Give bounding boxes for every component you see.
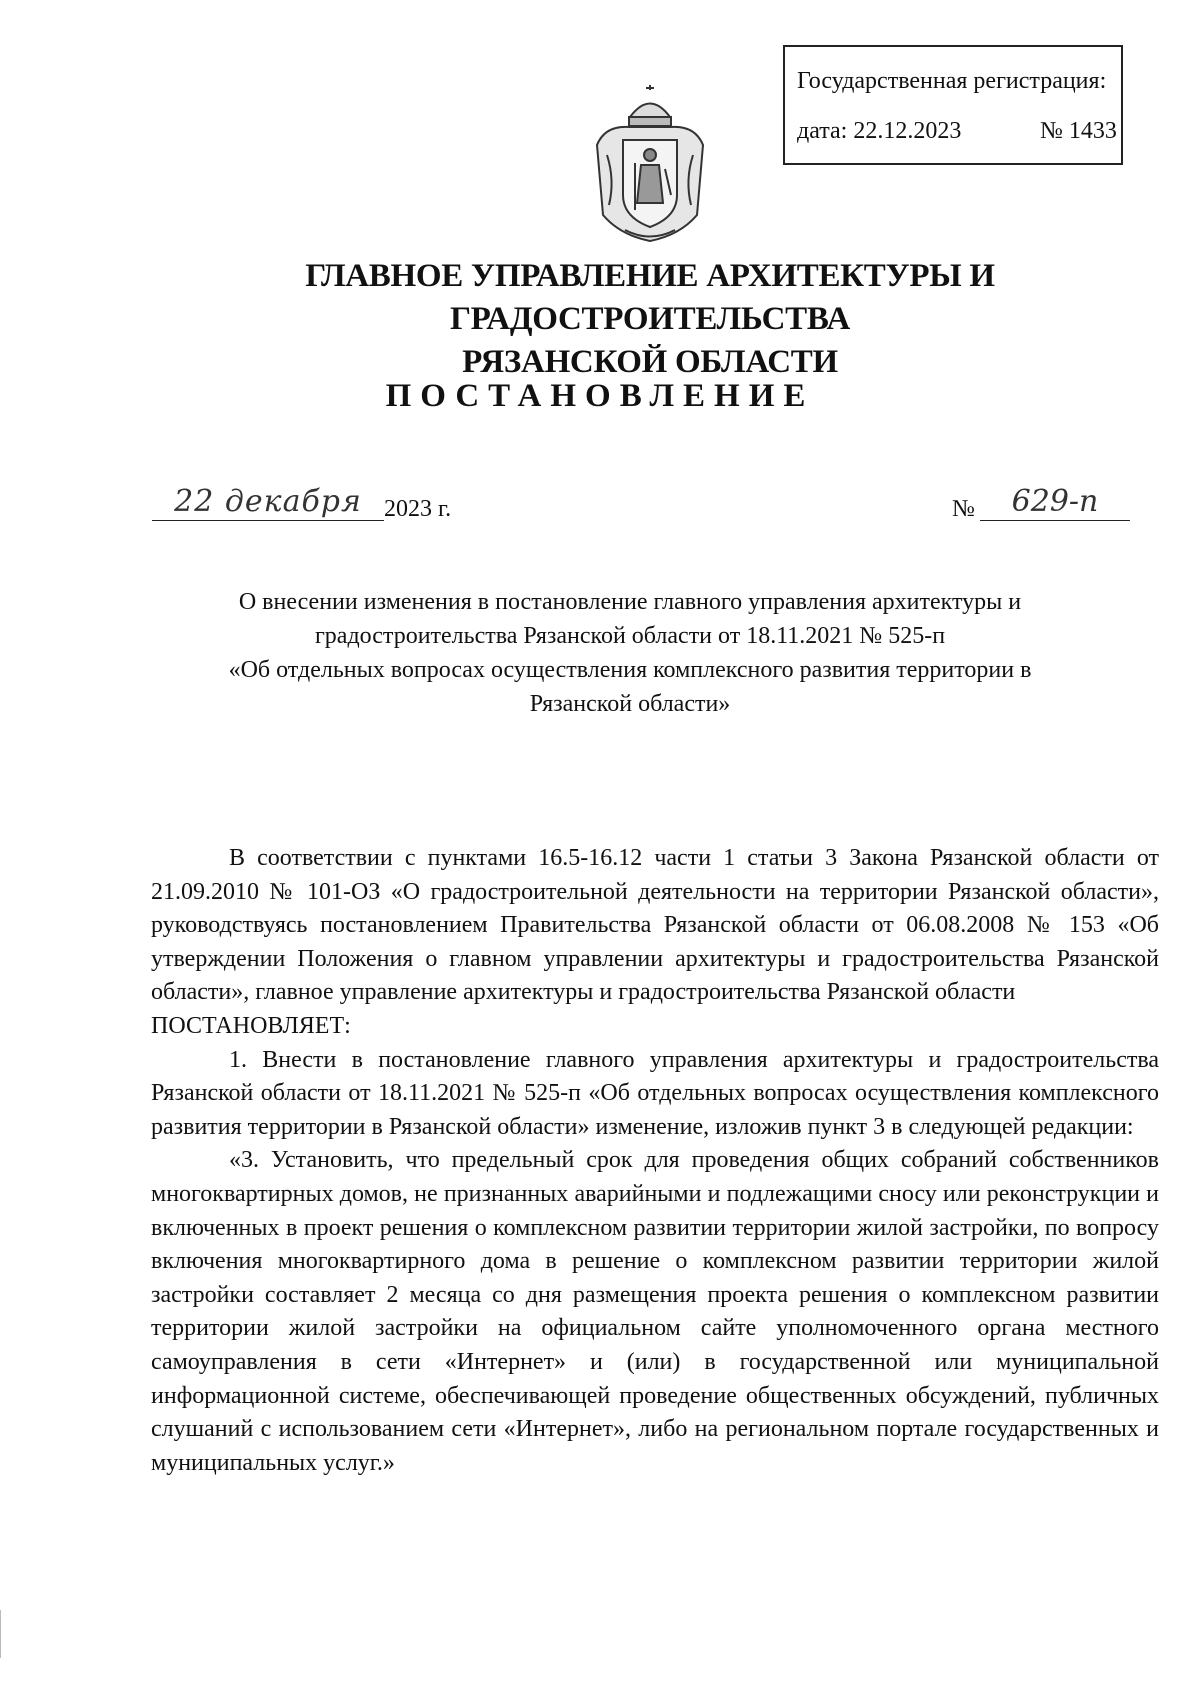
- number-sign: №: [952, 496, 975, 522]
- organization-line-2: РЯЗАНСКОЙ ОБЛАСТИ: [462, 344, 838, 380]
- date-underline: [152, 520, 384, 521]
- registration-title: Государственная регистрация:: [797, 68, 1107, 94]
- scan-edge-mark: [0, 1610, 1, 1658]
- registration-number: № 1433: [1040, 118, 1117, 144]
- item-1-paragraph: 1. Внести в постановление главного управления архитектуры и градостроительства Рязанской области от 18.11.2021 № 525-п «Об отдельных вопросах осуществления комплексного развития территории в Рязанской области» изменение, изложив пункт 3 в следующей редакции:: [151, 1046, 1159, 1140]
- subject-line-4: Рязанской области»: [529, 691, 731, 717]
- date-year: 2023 г.: [384, 496, 452, 522]
- subject-line-2: градостроительства Рязанской области от 18.11.2021 № 525-п: [314, 623, 946, 649]
- quoted-amendment-paragraph: «3. Установить, что предельный срок для проведения общих собраний собственников многоквартирных домов, не признанных аварийными и подлежащими сносу или реконструкции и включенных в проект решения о комплексном развитии территории жилой застройки, по вопросу включения многоквартирного дома в решение о комплексном развитии территории жилой застройки составляет 2 месяца со дня размещения проекта решения о комплексном развитии территории жилой застройки на официальном сайте уполномоченного органа местного самоуправления в сети «Интернет» и (или) в государственной или муниципальной информационной системе, обеспечивающей проведение общественных обсуждений, публичных слушаний с использованием сети «Интернет», либо на региональном портале государственных и муниципальных услуг.»: [151, 1147, 1159, 1476]
- decree-subject: [150, 585, 1110, 721]
- ryazan-coat-of-arms-icon: [585, 85, 715, 245]
- organization-name: [120, 255, 1180, 384]
- handwritten-number: 629-п: [1011, 484, 1099, 519]
- document-type-title: ПОСТАНОВЛЕНИЕ: [385, 378, 815, 414]
- resolves-heading: ПОСТАНОВЛЯЕТ:: [151, 1012, 351, 1039]
- number-underline: [980, 520, 1130, 521]
- registration-stamp: [783, 45, 1123, 165]
- decree-body: [151, 842, 1159, 1480]
- handwritten-date: 22 декабря: [174, 484, 362, 519]
- organization-line-1: ГЛАВНОЕ УПРАВЛЕНИЕ АРХИТЕКТУРЫ И ГРАДОСТРОИТЕЛЬСТВА: [305, 258, 995, 337]
- subject-line-3: «Об отдельных вопросах осуществления комплексного развития территории в: [228, 657, 1032, 683]
- subject-line-1: О внесении изменения в постановление главного управления архитектуры и: [238, 589, 1022, 615]
- decree-date-field: [152, 484, 482, 527]
- decree-number-field: [952, 484, 1142, 527]
- preamble-paragraph: В соответствии с пунктами 16.5-16.12 части 1 статьи 3 Закона Рязанской области от 21.09.2010 № 101-ОЗ «О градостроительной деятельности на территории Рязанской области», руководствуясь постановлением Правительства Рязанской области от 06.08.2008 № 153 «Об утверждении Положения о главном управлении архитектуры и градостроительства Рязанской области», главное управление архитектуры и градостроительства Рязанской области: [151, 845, 1159, 1006]
- registration-date: дата: 22.12.2023: [797, 118, 962, 144]
